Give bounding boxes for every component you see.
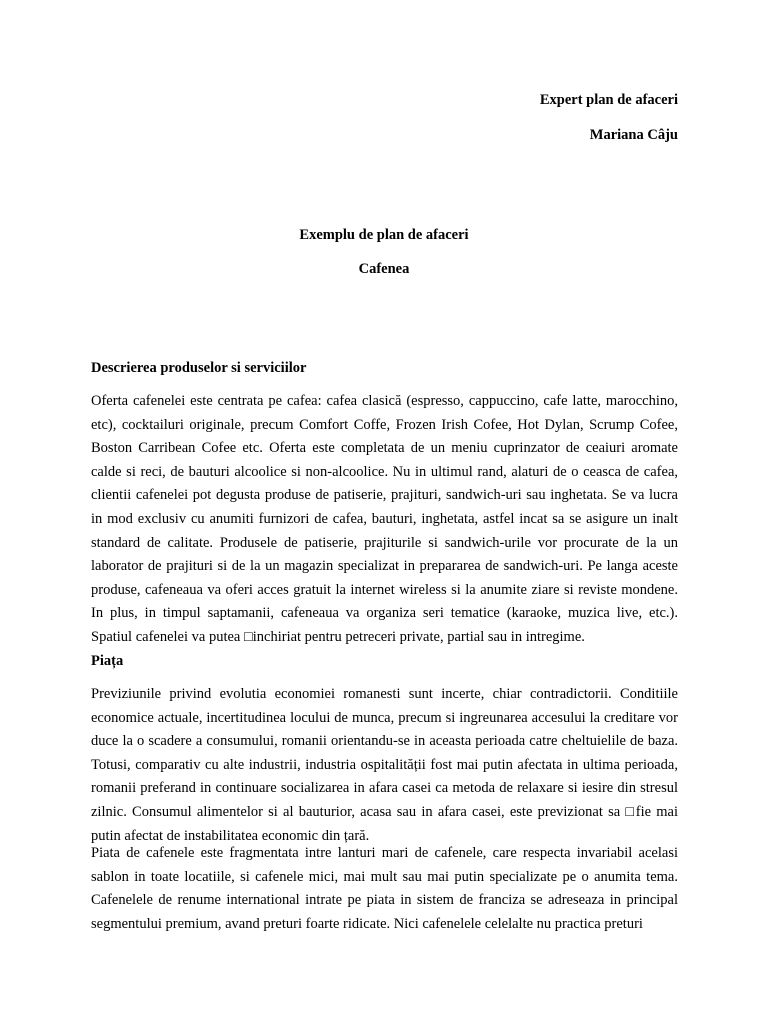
- header-title: Expert plan de afaceri: [539, 92, 678, 108]
- paragraph-market-2: Piata de cafenele este fragmentata intre lanturi mari de cafenele, care respecta invariabil acelasi sablon in toate locatiile, si cafenele mici, mai mult sau mai putin specializate pe o anumita tema. Cafenelele de renume international intrate pe piata in sistem de franciza se adreseaza in principal segmentului premium, avand preturi foarte ridicate. Nici cafenelele celelalte nu practica preturi: [91, 845, 678, 932]
- section-heading-products: Descrierea produselor si serviciilor: [91, 360, 307, 376]
- header-author: Mariana Câju: [589, 127, 678, 143]
- paragraph-products: Oferta cafenelei este centrata pe cafea: cafea clasică (espresso, cappuccino, cafe latte, marocchino, etc), cocktailuri originale, precum Comfort Coffe, Frozen Irish Cofee, Hot Dylan, Scrump Cofee, Boston Carribean Cofee etc. Oferta este completata de un meniu cuprinzator de ceaiuri aromate calde si reci, de bauturi alcoolice si non-alcoolice. Nu in ultimul rand, alaturi de o ceasca de cafea, clientii cafenelei pot degusta produse de patiserie, prajituri, sandwich-uri sau inghetata. Se va lucra in mod exclusiv cu anumiti furnizori de cafea, bauturi, inghetata, astfel incat sa se asigure un inalt standard de calitate. Produsele de patiserie, prajiturile si sandwich-urile vor procurate de la un laborator de prajituri si de la un magazin specializat in prepararea de sandwich-uri. Pe langa aceste produse, cafeneaua va oferi acces gratuit la internet wireless si la anumite ziare si reviste mondene. In plus, in timpul saptamanii, cafeneaua va organiza seri tematice (karaoke, muzica live, etc.). Spatiul cafenelei va putea □inchiriat pentru petreceri private, partial sau in intregime.: [91, 393, 678, 645]
- section-heading-market: Piața: [91, 653, 124, 669]
- document-subtitle: Cafenea: [358, 261, 410, 277]
- document-title: Exemplu de plan de afaceri: [299, 227, 469, 243]
- paragraph-market-1: Previziunile privind evolutia economiei romanesti sunt incerte, chiar contradictorii. Conditiile economice actuale, incertitudinea locului de munca, precum si ingreunarea accesului la creditare vor duce la o scadere a consumului, romanii orientandu-se in aceasta perioada catre cheltuielile de baza. Totusi, comparativ cu alte industrii, industria ospitalității fost mai putin afectata in ultima perioada, romanii preferand in continuare socializarea in afara casei ca metoda de relaxare si iesire din stresul zilnic. Consumul alimentelor si al bauturior, acasa sau in afara casei, este previzionat sa □fie mai putin afectat de instabilitatea economic din țară.: [91, 686, 678, 844]
